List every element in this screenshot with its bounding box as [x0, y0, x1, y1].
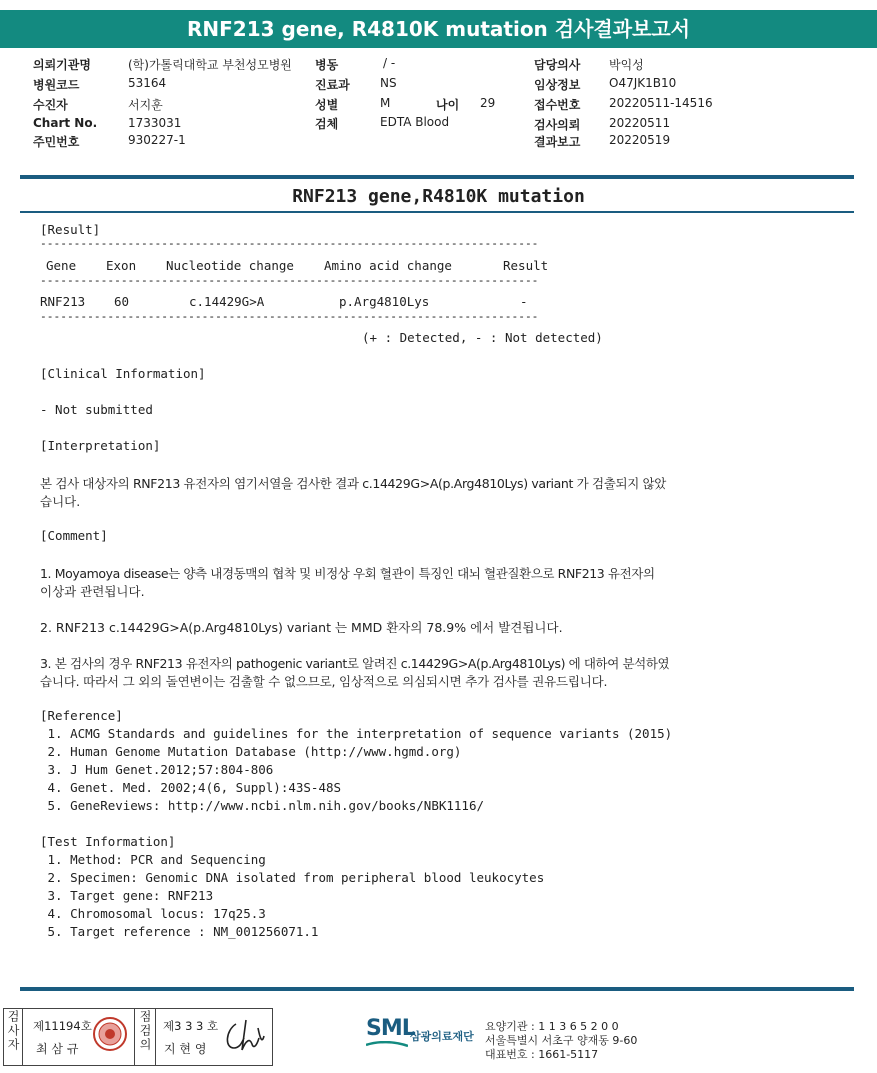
- row-exon: 60: [114, 294, 130, 309]
- chart-value: 1733031: [128, 116, 182, 130]
- age-value: 29: [480, 96, 496, 110]
- clinical-heading: [Clinical Information]: [40, 366, 206, 381]
- report-subtitle: RNF213 gene,R4810K mutation: [292, 186, 585, 207]
- testinfo-item: 1. Method: PCR and Sequencing: [40, 852, 266, 867]
- resident-value: 930227-1: [128, 133, 186, 147]
- clinical-value: O47JK1B10: [609, 76, 677, 90]
- reference-heading: [Reference]: [40, 708, 123, 723]
- inspector-label: 검사자: [6, 1010, 20, 1052]
- inspector-name: 최 삼 규: [36, 1042, 79, 1056]
- chart-label: Chart No.: [33, 116, 98, 130]
- interpretation-heading: [Interpretation]: [40, 438, 161, 453]
- inspector-number: 제11194호: [33, 1019, 92, 1033]
- report-main-title: RNF213 gene, R4810K mutation 검사결과보고서: [186, 17, 690, 41]
- dash-line-2: --------------------------------------------------------------------------: [40, 274, 539, 287]
- testinfo-item: 5. Target reference : NM_001256071.1: [40, 924, 319, 939]
- sex-value: M: [380, 96, 391, 110]
- receipt-value: 20220511-14516: [609, 96, 713, 110]
- dash-line-1: --------------------------------------------------------------------------: [40, 237, 539, 250]
- sml-logo: SML: [366, 1016, 415, 1041]
- logo-swoosh-icon: [366, 1041, 408, 1049]
- interpretation-line-1: 본 검사 대상자의 RNF213 유전자의 염기서열을 검사한 결과 c.14429G>A(p.Arg4810Lys) variant 가 검출되지 않았: [40, 476, 666, 491]
- ward-value: / -: [383, 56, 396, 70]
- row-amino: p.Arg4810Lys: [339, 294, 430, 309]
- inspector-seal-icon: [92, 1016, 128, 1052]
- dept-value: NS: [380, 76, 397, 90]
- reference-item: 5. GeneReviews: http://www.ncbi.nlm.nih.gov/books/NBK1116/: [40, 798, 485, 813]
- col-nucleotide: Nucleotide change: [166, 258, 294, 273]
- patient-label: 수진자: [33, 98, 68, 112]
- signature-icon: [222, 1014, 266, 1056]
- patient-value: 서지훈: [128, 98, 163, 112]
- reviewer-label: 점검의: [138, 1010, 152, 1052]
- institution-value: (학)가톨릭대학교 부천성모병원: [128, 58, 292, 72]
- report-date-value: 20220519: [609, 133, 671, 147]
- row-result: -: [520, 294, 528, 309]
- comment-1-line-2: 이상과 관련됩니다.: [40, 584, 145, 599]
- hospital-code-label: 병원코드: [33, 78, 80, 92]
- reference-item: 3. J Hum Genet.2012;57:804-806: [40, 762, 274, 777]
- reviewer-label-cell: [134, 1008, 156, 1066]
- report-date-label: 결과보고: [534, 135, 581, 149]
- request-value: 20220511: [609, 116, 671, 130]
- comment-3-line-2: 습니다. 따라서 그 외의 돌연변이는 검출할 수 없으므로, 임상적으로 의심되시면 추가 검사를 권유드립니다.: [40, 674, 608, 689]
- top-rule: [20, 175, 854, 179]
- col-result: Result: [503, 258, 549, 273]
- comment-1-line-1: 1. Moyamoya disease는 양측 내경동맥의 협착 및 비정상 우회 혈관이 특징인 대뇌 혈관질환으로 RNF213 유전자의: [40, 566, 655, 581]
- org-address: 서울특별시 서초구 양재동 9-60: [485, 1034, 638, 1047]
- col-amino: Amino acid change: [324, 258, 452, 273]
- testinfo-heading: [Test Information]: [40, 834, 176, 849]
- doctor-value: 박익성: [609, 58, 644, 72]
- doctor-label: 담당의사: [534, 58, 581, 72]
- dash-line-3: --------------------------------------------------------------------------: [40, 310, 539, 323]
- col-exon: Exon: [106, 258, 137, 273]
- subtitle-rule: [20, 211, 854, 213]
- reference-item: 1. ACMG Standards and guidelines for the interpretation of sequence variants (2015): [40, 726, 673, 741]
- org-phone: 대표번호 : 1661-5117: [485, 1048, 599, 1061]
- reviewer-name: 지 현 영: [164, 1042, 207, 1056]
- institution-label: 의뢰기관명: [33, 58, 91, 72]
- ward-label: 병동: [315, 58, 339, 72]
- resident-label: 주민번호: [33, 135, 80, 149]
- clinical-label: 임상정보: [534, 78, 581, 92]
- receipt-label: 접수번호: [534, 98, 581, 112]
- reference-item: 4. Genet. Med. 2002;4(6, Suppl):43S-48S: [40, 780, 342, 795]
- specimen-label: 검체: [315, 117, 339, 131]
- hospital-code-value: 53164: [128, 76, 167, 90]
- reference-item: 2. Human Genome Mutation Database (http://www.hgmd.org): [40, 744, 462, 759]
- testinfo-item: 2. Specimen: Genomic DNA isolated from peripheral blood leukocytes: [40, 870, 545, 885]
- org-name: 삼광의료재단: [410, 1030, 474, 1043]
- result-heading: [Result]: [40, 222, 101, 237]
- reviewer-number: 제3 3 3 호: [163, 1019, 219, 1033]
- testinfo-item: 3. Target gene: RNF213: [40, 888, 214, 903]
- inspector-label-cell: [3, 1008, 23, 1066]
- specimen-value: EDTA Blood: [380, 115, 450, 129]
- comment-3-line-1: 3. 본 검사의 경우 RNF213 유전자의 pathogenic variant로 알려진 c.14429G>A(p.Arg4810Lys) 에 대하여 분석하였: [40, 656, 670, 671]
- row-gene: RNF213: [40, 294, 86, 309]
- dept-label: 진료과: [315, 78, 350, 92]
- col-gene: Gene: [46, 258, 77, 273]
- row-nucleotide: c.14429G>A: [189, 294, 265, 309]
- testinfo-item: 4. Chromosomal locus: 17q25.3: [40, 906, 266, 921]
- clinical-text: - Not submitted: [40, 402, 153, 417]
- comment-2: 2. RNF213 c.14429G>A(p.Arg4810Lys) variant 는 MMD 환자의 78.9% 에서 발견됩니다.: [40, 620, 563, 635]
- result-legend: (+ : Detected, - : Not detected): [362, 330, 603, 345]
- request-label: 검사의뢰: [534, 118, 581, 132]
- comment-heading: [Comment]: [40, 528, 108, 543]
- bottom-rule: [20, 987, 854, 991]
- interpretation-line-2: 습니다.: [40, 494, 81, 509]
- age-label: 나이: [436, 98, 460, 112]
- report-title-bar: [0, 10, 877, 48]
- sex-label: 성별: [315, 98, 339, 112]
- org-code: 요양기관 : 1 1 3 6 5 2 0 0: [485, 1020, 619, 1033]
